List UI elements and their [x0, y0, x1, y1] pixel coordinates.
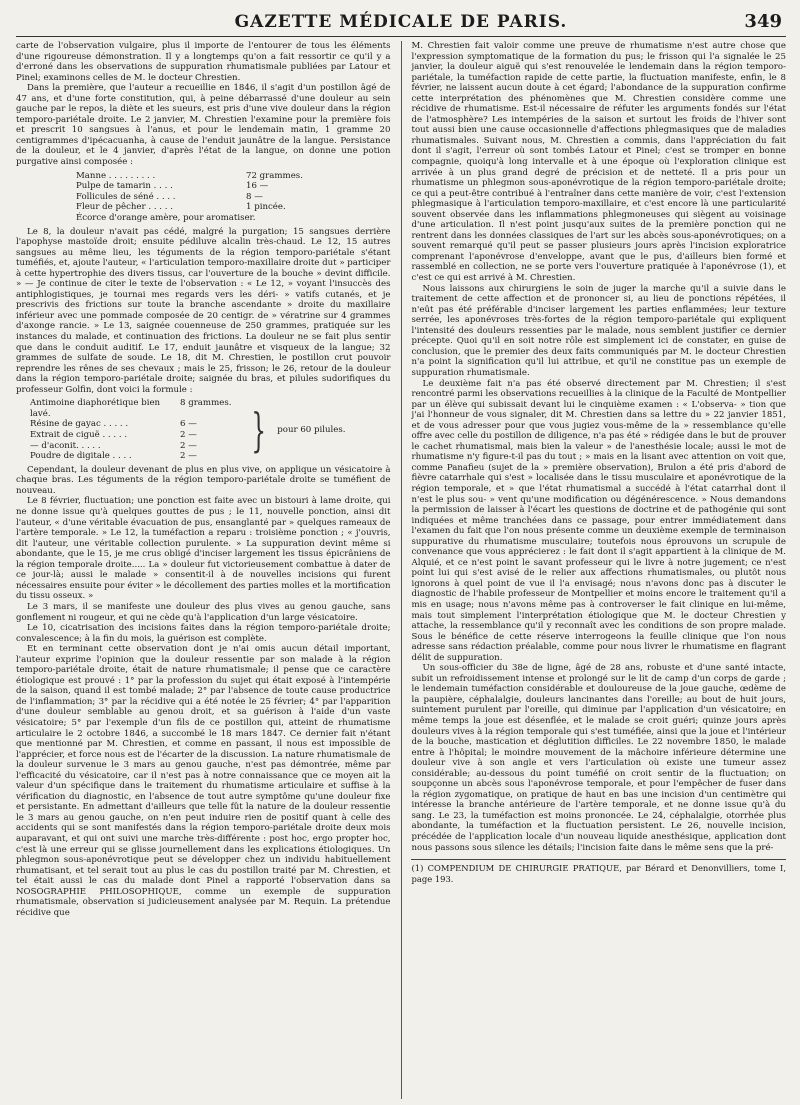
- recipe-row: [30, 441, 240, 452]
- paragraph: Le 8 février, fluctuation; une ponction est faite avec un bistouri à lame droite, qui ne donne issue qu'à quelques gouttes de pus ; le 11, nouvelle ponction, ainsi dit l'auteur, « d'une véritable évacuation de pus, ensanglanté par » quelques rameaux de l'artère temporale. » Le 12, la tuméfaction a reparu : troisième ponction ; « j'ouvris, dit l'auteur, une véritable collection purulente. » La suppuration devint même si abondante, que le 15, je me crus obligé d'inciser largement les tissus épicrâniens de la région temporale droite..... La » douleur fut victorieusement combattue à dater de ce jour-là; aussi le malade » consentit-il à de nouvelles incisions qui furent nécessaires ensuite pour éviter » le décollement des parties molles et la mortification du tissu osseux. »: [16, 496, 391, 602]
- ingredient-name: Extrait de ciguë . . . . .: [30, 430, 128, 441]
- paragraph: Le 8, la douleur n'avait pas cédé, malgré la purgation; 15 sangsues derrière l'apophyse mastoïde droit; ensuite pédiluve alcalin très-chaud. Le 12, 15 autres sangsues au même lieu, les téguments de la région temporo-pariétale s'étant tuméfiés, et, ajoute l'auteur, « l'articulation temporo-maxillaire droite dut » participer à cette hypertrophie des divers tissus, car l'ouverture de la bouche » devint difficile. » — Je continue de citer le texte de l'observation : « Le 12, » voyant l'insuccès des antiphlogistiques, je tournai mes regards vers les déri- » vatifs cutanés, et je prescrivis des frictions sur toute la branche ascendante » droite du maxillaire inférieur avec une pommade composée de 20 centigr. de » vératrine sur 4 grammes d'axonge rancie. » Le 13, saignée couenneuse de 250 grammes, pratiquée sur les instances du malade, et continuation des frictions. La douleur ne se fait plus sentir que dans le conduit auditif. Le 17, enduit jaunâtre et visqueux de la langue; 32 grammes de sulfate de soude. Le 18, dit M. Chrestien, le postillon crut pouvoir reprendre les rênes de ses chevaux ; mais le 25, frisson; le 26, retour de la douleur dans la région temporo-pariétale droite; saignée du bras, et pilules sudorifiques du professeur Golfin, dont voici la formule :: [16, 226, 391, 395]
- ingredient-name: Fleur de pêcher . . . . .: [76, 202, 173, 213]
- ingredient-dose: 2 —: [180, 430, 197, 441]
- ingredient-dose: 8 grammes.: [180, 398, 232, 409]
- page-number: 349: [744, 11, 782, 32]
- paragraph: Nous laissons aux chirurgiens le soin de juger la marche qu'il a suivie dans le traitement de cette affection et de prononcer si, au lieu de ponctions répétées, il n'eût pas été préférable d'inciser largement les parties enflammées; leur texture serrée, les aponévroses très-fortes de la région temporo-pariétale qui expliquent l'intensité des douleurs ressenties par le malade, nous semblent justifier ce dernier précepte. Quoi qu'il en soit notre rôle est simplement ici de constater, en guise de conclusion, que le premier des deux faits communiqués par M. le docteur Chrestien n'a point la signification qu'il lui attribue, et qu'il ne constitue pas un exemple de suppuration rhumatismale.: [411, 283, 786, 378]
- ingredient-name: Pulpe de tamarin . . . .: [76, 181, 173, 192]
- right-column: [411, 41, 786, 1099]
- ingredient-dose: 16 —: [246, 181, 269, 192]
- recipe-row: [76, 213, 391, 224]
- ingredient-name: Antimoine diaphorétique bien lavé.: [30, 398, 161, 419]
- recipe-row: [30, 451, 240, 462]
- ingredient-dose: 72 grammes.: [246, 170, 303, 181]
- page-header: [16, 10, 786, 37]
- recipe-row: [30, 398, 240, 419]
- ingredient-name: Écorce d'orange amère, pour aromatiser.: [76, 212, 256, 223]
- left-column: [16, 41, 391, 1099]
- recipe-row: [76, 202, 391, 213]
- journal-title: GAZETTE MÉDICALE DE PARIS.: [234, 12, 568, 32]
- paragraph: Cependant, la douleur devenant de plus en plus vive, on applique un vésicatoire à chaque bras. Les téguments de la région temporo-pariétale droite se tuméfient de nouveau.: [16, 464, 391, 496]
- recipe-row: [30, 419, 240, 430]
- paragraph: Dans la première, que l'auteur a recueillie en 1846, il s'agit d'un postillon âgé de 47 ans, et d'une forte constitution, qui, à peine débarrassé d'une douleur au sein gauche par le repos, la diète et les sueurs, est pris d'une vive douleur dans la région temporo-pariétale droite. Le 2 janvier, M. Chrestien l'examine pour la première fois et prescrit 10 sangsues à l'anus, et pour le lendemain matin, 1 gramme 20 centigrammes d'ipécacuanha, à cause de l'enduit jaunâtre de la langue. Persistance de la douleur, et le 4 janvier, d'après l'état de la langue, on donne une potion purgative ainsi composée :: [16, 83, 391, 168]
- paragraph: Le 10, cicatrisation des incisions faites dans la région temporo-pariétale droite; convalescence; à la fin du mois, la guérison est complète.: [16, 623, 391, 644]
- ingredient-name: Manne . . . . . . . . .: [76, 170, 156, 181]
- recipe-purgative: [76, 171, 391, 224]
- pill-ingredients: [30, 398, 240, 462]
- text-columns: [16, 41, 786, 1099]
- footnote-rule: [411, 859, 786, 860]
- recipe-row: [30, 430, 240, 441]
- recipe-row: [76, 171, 391, 182]
- ingredient-name: — d'aconit. . . . .: [30, 440, 101, 451]
- paragraph: Le deuxième fait n'a pas été observé directement par M. Chrestien; il s'est rencontré parmi les observations recueillies à la clinique de la Faculté de Montpellier par un élève qui subissait devant lui le cinquième examen : « L'observa- » tion que j'ai l'honneur de vous signaler, dit M. Chrestien dans sa lettre du » 22 janvier 1851, et de vous adresser pour que vous jugiez vous-même de la » ressemblance qu'elle offre avec celle du postillon de diligence, n'a pas été » rédigée dans le but de prouver le cachet rhumatismal, mais bien la valeur » de l'anesthésie locale; aussi le mot de rhumatisme n'y figure-t-il pas du tout ; » mais en la lisant avec attention on voit que, comme Panafieu (sujet de la » première observation), Brulon a été pris d'abord de fièvre catarrhale qui s'est » localisée dans le tissu musculaire et aponévrotique de la région temporale, et » que l'état rhumatismal a succédé à l'état catarrhal dont il n'est le plus sou- » vent qu'une modification ou dégénérescence. » Nous demandons la permission de laisser à l'écart les questions de doctrine et de pathogénie qui sont indiquées et même tranchées dans ce passage, pour entrer immédiatement dans l'examen du fait que l'on nous présente comme un deuxième exemple de terminaison suppurative du rhumatisme musculaire; toutefois nous éprouvons un scrupule de convenance que vous apprécierez : le fait dont il s'agit appartient à la clinique de M. Alquié, et ce n'est point le savant professeur qui le livre à notre jugement; ce n'est point lui qui s'est avisé de le relier aux affections rhumatismales, ou plutôt nous ignorons à quel point de vue il l'a envisagé; nous n'avons donc pas à discuter le diagnostic de l'habile professeur de Montpellier et moins encore le traitement qu'il a mis en usage; nous n'avons même pas à controverser le fait clinique en lui-même, mais tout simplement l'interprétation étiologique que M. le docteur Chrestien y attache, la ressemblance qu'il y reconnaît avec les conditions de son propre malade. Sous le bénéfice de cette réserve interrogeons la feuille clinique que l'on nous adresse sans rédaction préalable, comme pour nous livrer le rhumatisme en flagrant délit de suppuration.: [411, 378, 786, 663]
- ingredient-name: Follicules de séné . . . .: [76, 191, 176, 202]
- ingredient-dose: 6 —: [180, 419, 197, 430]
- recipe-pills: [30, 398, 391, 462]
- column-divider: [401, 41, 402, 1099]
- ingredient-dose: 8 —: [246, 191, 263, 202]
- footnote: (1) COMPENDIUM DE CHIRURGIE PRATIQUE, par Bérard et Denonvilliers, tome I, page 193.: [411, 863, 786, 884]
- ingredient-name: Résine de gayac . . . . .: [30, 419, 129, 430]
- ingredient-dose: 1 pincée.: [246, 202, 286, 213]
- paragraph: M. Chrestien fait valoir comme une preuve de rhumatisme n'est autre chose que l'expression symptomatique de la formation du pus; le frisson qui l'a signalée le 25 janvier, la douleur aiguë qui s'est renouvelée le lendemain dans la région temporo-pariétale, la tuméfaction rapide de cette partie, la fluctuation manifeste, enfin, le 8 février, ne laissent aucun doute à cet égard; l'abondance de la suppuration confirme cette interprétation des phénomènes que M. Chrestien considère comme une récidive de rhumatisme. Est-il nécessaire de réfuter les arguments fondés sur l'état de l'atmosphère? Les intempéries de la saison et surtout les froids de l'hiver sont tout aussi bien une cause occasionnelle d'affections phlegmasiques que de maladies rhumatismales. Suivant nous, M. Chrestien a commis, dans l'appréciation du fait dont il s'agit, l'erreur où sont tombés Latour et Pinel; c'est se tromper en bonne compagnie, quoiqu'à long intervalle et à une époque où l'exploration clinique est arrivée à un plus grand degré de précision et de netteté. Il a pris pour un rhumatisme un phlegmon sous-aponévrotique de la région temporo-pariétale droite; ce qui a peut-être contribué à l'entraîner dans cette manière de voir, c'est l'extension phlegmasique à l'articulation temporo-maxillaire, et c'est encore là une particularité souvent observée dans les inflammations phlegmoneuses qui siègent au voisinage d'une articulation. Il n'est point jusqu'aux suites de la première ponction qui ne rentrent dans les données classiques de l'art sur les abcès sous-aponévrotiques; on a souvent remarqué qu'il peut se passer plusieurs jours après l'incision exploratrice comprenant l'aponévrose d'enveloppe, avant que le pus, d'ailleurs bien formé et rassemblé en collection, ne se porte vers l'ouverture pratiquée à l'aponévrose (1), et c'est ce qui est arrivé à M. Chrestien.: [411, 41, 786, 284]
- recipe-yield: pour 60 pilules.: [277, 424, 346, 435]
- ingredient-name: Poudre de digitale . . . .: [30, 451, 132, 462]
- paragraph: Et en terminant cette observation dont je n'ai omis aucun détail important, l'auteur exprime l'opinion que la douleur ressentie par son malade à la région temporo-pariétale droite, était de nature rhumatismale; il pense que ce caractère étiologique est prouvé : 1° par la profession du sujet qui était exposé à l'intempérie de la saison, quand il est tombé malade; 2° par l'absence de toute cause productrice de l'inflammation; 3° par la récidive qui a été notée le 25 février; 4° par l'apparition d'une douleur semblable au genou droit, et sa guérison à l'aide d'un vaste vésicatoire; 5° par l'exemple d'un fils de ce postillon qui, atteint de rhumatisme articulaire le 2 octobre 1846, a succombé le 18 mars 1847. Ce dernier fait n'étant que mentionné par M. Chrestien, et comme en passant, il nous est impossible de l'apprécier, et force nous est de l'écarter de la discussion. La nature rhumatismale de la douleur survenue le 3 mars au genou gauche, n'est pas démontrée, même par l'efficacité du vésicatoire, car il n'est pas à notre connaissance que ce moyen ait la valeur d'un spécifique dans le traitement du rhumatisme articulaire et suffise à la vérification du diagnostic, en l'absence de tout autre symptôme qu'une douleur fixe et persistante. En admettant d'ailleurs que telle fût la nature de la douleur ressentie le 3 mars au genou gauche, on n'en peut induire rien de positif quant à celle des accidents qui se sont manifestés dans la région temporo-pariétale droite deux mois auparavant, et qui ont suivi une marche très-différente : post hoc, ergo propter hoc, c'est là une erreur qui se glisse journellement dans les explications étiologiques. Un phlegmon sous-aponévrotique peut se développer chez un individu habituellement rhumatisant, et tel serait tout au plus le cas du postillon traité par M. Chrestien, et tel était aussi le cas du malade dont Pinel a rapporté l'observation dans sa NOSOGRAPHIE PHILOSOPHIQUE, comme un exemple de suppuration rhumatismale, observation si judicieusement analysée par M. Requin. La prétendue récidive que: [16, 644, 391, 918]
- recipe-row: [76, 192, 391, 203]
- paragraph: Un sous-officier du 38e de ligne, âgé de 28 ans, robuste et d'une santé intacte, subit un refroidissement intense et prolongé sur le lit de camp d'un corps de garde ; le lendemain tuméfaction considérable et douloureuse de la joue gauche, œdème de la paupière, céphalalgie, douleurs lancinantes dans l'oreille; au bout de huit jours, suintement purulent par l'oreille, qui diminue par l'application d'un vésicatoire; en même temps la joue est désenflée, et le malade se croit guéri; quinze jours après douleurs vives à la région temporale qui s'est tuméfiée, ainsi que la joue et l'intérieur de la bouche, mastication et déglutition difficiles. Le 22 novembre 1850, le malade entre à l'hôpital; le moindre mouvement de la mâchoire inférieure détermine une douleur vive à son angle et vers l'articulation où existe une tumeur assez considérable; au-dessous du point tuméfié on croit sentir de la fluctuation; on soupçonne un abcès sous l'aponévrose temporale, et pour l'empêcher de fuser dans la région zygomatique, on pratique de haut en bas une incision d'un centimètre qui intéresse la branche antérieure de l'artère temporale, et ne donne issue qu'à du sang. Le 23, la tuméfaction est moins prononcée. Le 24, céphalalgie, otorrhée plus abondante, la tuméfaction et la fluctuation persistent. Le 26, nouvelle incision, précédée de l'application locale d'un nouveau liquide anesthésique, application dont nous passons sous silence les détails; l'incision faite dans le même sens que la pré-: [411, 663, 786, 853]
- paragraph: carte de l'observation vulgaire, plus il importe de l'entourer de tous les éléments d'une rigoureuse démonstration. Il y a longtemps qu'on a fait ressortir ce qu'il y a d'erroné dans les observations de suppuration rhumatismale publiées par Latour et Pinel; examinons celles de M. le docteur Chrestien.: [16, 41, 391, 83]
- ingredient-dose: 2 —: [180, 451, 197, 462]
- ingredient-dose: 2 —: [180, 440, 197, 451]
- brace-symbol: }: [251, 403, 266, 458]
- paragraph: Le 3 mars, il se manifeste une douleur des plus vives au genou gauche, sans gonflement ni rougeur, et qui ne cède qu'à l'application d'un large vésicatoire.: [16, 601, 391, 623]
- recipe-row: [76, 181, 391, 192]
